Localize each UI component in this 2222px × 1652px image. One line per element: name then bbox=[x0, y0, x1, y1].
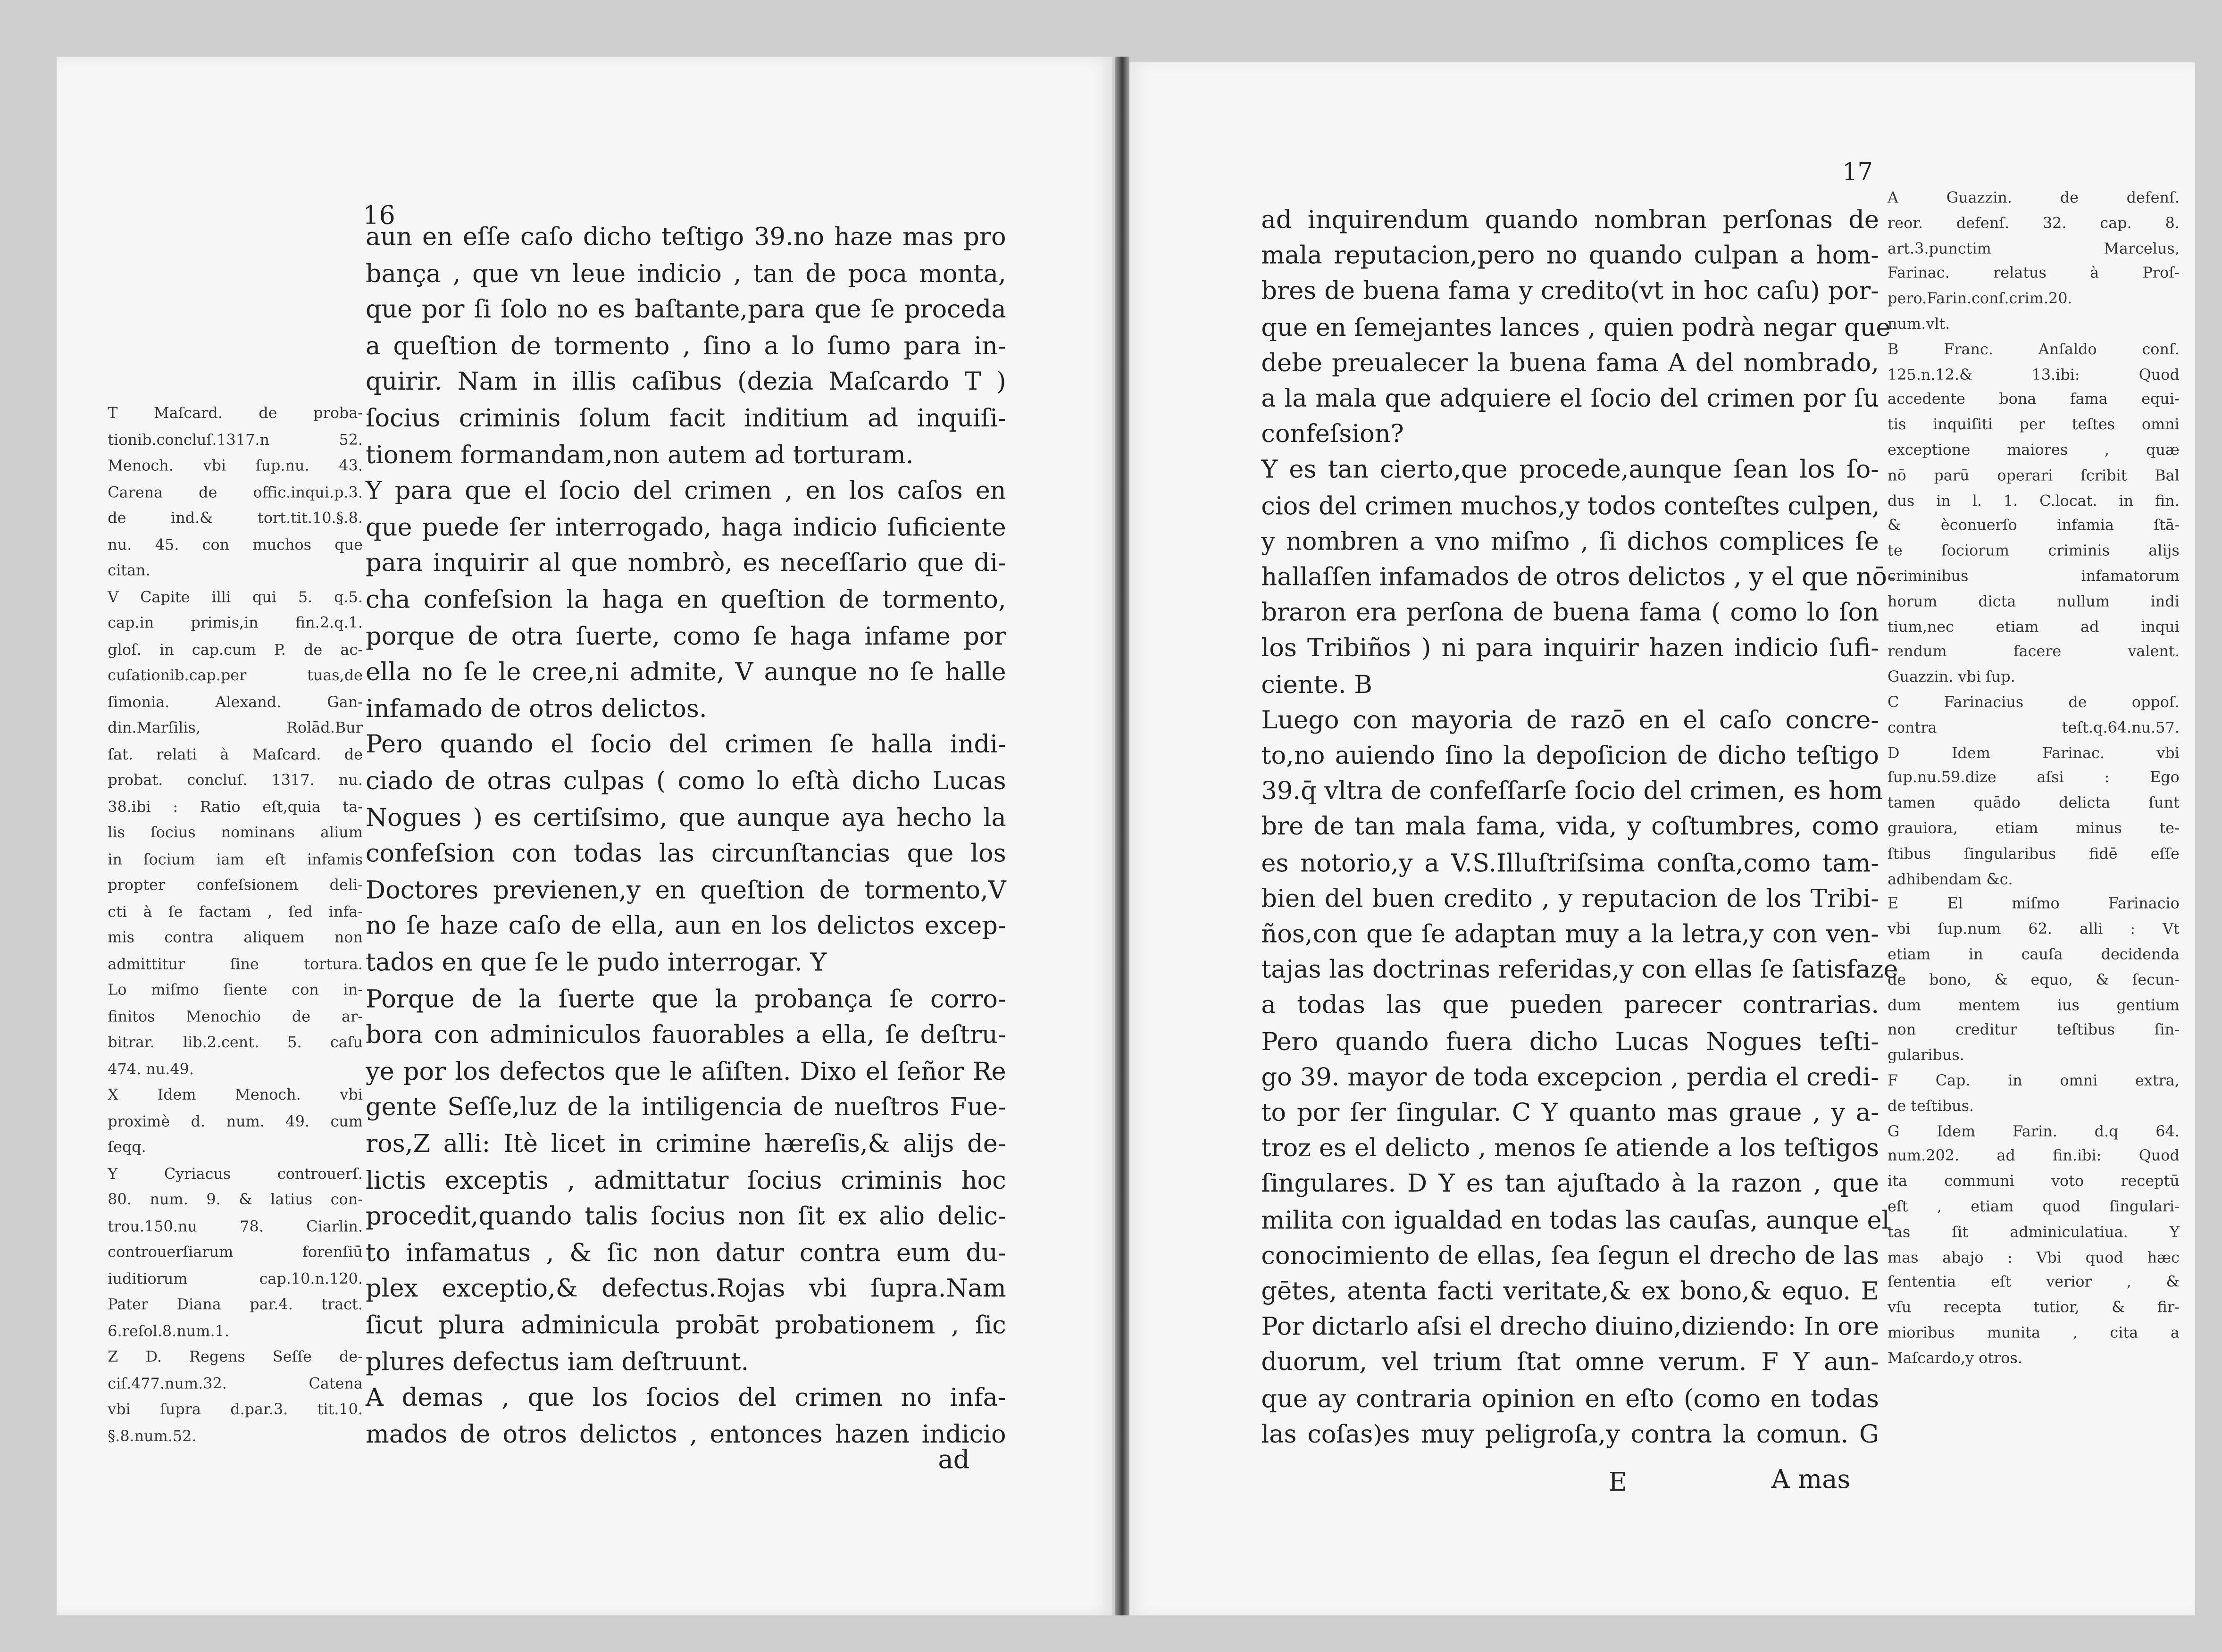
text-line: que en ſemejantes lances , quien podrà negar que bbox=[1261, 314, 1891, 342]
text-line: lictis exceptis , admittatur ſocius criminis hoc bbox=[365, 1167, 1006, 1195]
text-line: conocimiento de ellas, ſea ſegun el drecho de las bbox=[1261, 1242, 1880, 1271]
text-line: cios del crimen muchos,y todos conteſtes culpen, bbox=[1261, 492, 1880, 521]
margin-note-line: propter confeſsionem deli- bbox=[108, 877, 363, 894]
catchword-left: ad bbox=[938, 1445, 970, 1475]
margin-note-line: tas ſit adminiculatiua. Y bbox=[1888, 1224, 2180, 1241]
text-line: Pero quando el ſocio del crimen ſe halla indi- bbox=[365, 732, 1006, 760]
margin-note-line: rendum facere valent. bbox=[1888, 643, 2180, 661]
text-line: to por ſer ſingular. C Y quanto mas graue , y a- bbox=[1261, 1099, 1880, 1128]
margin-note-line: ſententia eſt verior , & bbox=[1888, 1274, 2180, 1292]
text-line: los Tribiños ) ni para inquirir hazen indicio ſufi- bbox=[1261, 635, 1880, 664]
margin-note-line: num.vlt. bbox=[1888, 316, 1950, 333]
text-line: porque de otra ſuerte, como ſe haga infame por bbox=[365, 623, 1006, 651]
margin-note-line: G Idem Farin. d.q 64. bbox=[1888, 1123, 2180, 1140]
text-line: bien del buen credito , y reputacion de los Tribi- bbox=[1261, 885, 1880, 914]
margin-note-line: D Idem Farinac. vbi bbox=[1888, 744, 2180, 762]
text-line: ſicut plura adminicula probāt probationem , ſic bbox=[365, 1312, 1006, 1341]
margin-note-line: ſup.nu.59.dize aſsi : Ego bbox=[1888, 770, 2180, 787]
margin-note-line: C Farinacius de oppoſ. bbox=[1888, 694, 2180, 711]
text-line: debe preualecer la buena fama A del nombrado, bbox=[1261, 350, 1880, 378]
text-line: ros,Z alli: Itè licet in crimine hæreſis,& alijs de- bbox=[365, 1131, 1006, 1160]
text-line: cha confeſsion la haga en queſtion de tormento, bbox=[365, 586, 1006, 615]
margin-note-line: reor. defenſ. 32. cap. 8. bbox=[1888, 215, 2180, 233]
margin-note-line: controuerſiarum forenſiū bbox=[108, 1244, 363, 1261]
text-line: to infamatus , & ſic non datur contra eum du- bbox=[365, 1239, 1006, 1268]
margin-note-line: cuſationib.cap.per tuas,de bbox=[108, 667, 363, 684]
margin-note-line: adhibendam &c. bbox=[1888, 871, 2013, 888]
margin-note-line: 80. num. 9. & latius con- bbox=[108, 1192, 363, 1209]
text-line: procedit,quando talis ſocius non ſit ex alio delic- bbox=[365, 1203, 1006, 1232]
text-line: las coſas)es muy peligroſa,y contra la comun. G bbox=[1261, 1421, 1880, 1450]
text-line: Luego con mayoria de razō en el caſo concre- bbox=[1261, 707, 1880, 735]
text-line: quirir. Nam in illis caſibus (dezia Maſcardo T ) bbox=[365, 369, 1006, 398]
margin-note-line: citan. bbox=[108, 562, 150, 580]
text-line: ciado de otras culpas ( como lo eſtà dicho Lucas bbox=[365, 768, 1006, 797]
margin-note-line: criminibus infamatorum bbox=[1888, 568, 2180, 585]
text-line: tajas las doctrinas referidas,y con ellas ſe ſatisfaze bbox=[1261, 957, 1898, 985]
text-line: bora con adminiculos fauorables a ella, ſe deſtru- bbox=[365, 1022, 1006, 1051]
text-line: 39.q̄ vltra de confeſſarſe ſocio del crimen, es hom bbox=[1261, 778, 1883, 807]
text-line: que ay contraria opinion en eſto (como en todas bbox=[1261, 1385, 1880, 1414]
margin-note-line: 474. nu.49. bbox=[108, 1060, 194, 1078]
margin-note-line: din.Marſilis, Rolād.Bur bbox=[108, 719, 363, 737]
margin-note-line: vbi ſupra d.par.3. tit.10. bbox=[108, 1401, 363, 1418]
margin-note-line: tis inquiſiti per teſtes omni bbox=[1888, 417, 2180, 434]
text-line: infamado de otros delictos. bbox=[365, 695, 707, 724]
margin-note-line: Menoch. vbi ſup.nu. 43. bbox=[108, 458, 363, 475]
signature-mark: E bbox=[1608, 1468, 1627, 1498]
margin-note-line: probat. concluſ. 1317. nu. bbox=[108, 772, 363, 790]
margin-note-line: contra teſt.q.64.nu.57. bbox=[1888, 719, 2180, 737]
margin-note-line: V Capite illi qui 5. q.5. bbox=[108, 589, 363, 606]
margin-note-line: art.3.punctim Marcelus, bbox=[1888, 240, 2180, 258]
margin-note-line: F Cap. in omni extra, bbox=[1888, 1072, 2180, 1090]
margin-note-line: vſu recepta tutior, & fir- bbox=[1888, 1300, 2180, 1317]
margin-note-line: A Guazzin. de defenſ. bbox=[1888, 190, 2180, 207]
text-line: Y para que el ſocio del crimen , en los caſos en bbox=[365, 477, 1006, 506]
text-line: plures defectus iam deſtruunt. bbox=[365, 1348, 749, 1377]
margin-note-line: Farinac. relatus à Proſ- bbox=[1888, 265, 2180, 283]
text-line: gētes, atenta facti veritate,& ex bono,& equo. E bbox=[1261, 1278, 1880, 1307]
text-line: es notorio,y a V.S.Illuſtriſsima conſta,como tam- bbox=[1261, 850, 1880, 878]
margin-note-line: te ſociorum criminis alijs bbox=[1888, 543, 2180, 560]
text-line: Y es tan cierto,que procede,aunque ſean los ſo- bbox=[1261, 457, 1880, 485]
margin-note-line: horum dicta nullum indi bbox=[1888, 593, 2180, 611]
text-line: confeſsion con todas las circunſtancias que los bbox=[365, 840, 1006, 869]
margin-note-line: E El miſmo Farinacio bbox=[1888, 896, 2180, 913]
margin-note-line: etiam in cauſa decidenda bbox=[1888, 946, 2180, 964]
margin-note-line: Pater Diana par.4. tract. bbox=[108, 1296, 363, 1314]
margin-note-line: T Maſcard. de proba- bbox=[108, 405, 363, 423]
text-line: troz es el delicto , menos ſe atiende a los teſtigos bbox=[1261, 1135, 1880, 1164]
margin-note-line: cti à ſe factam , ſed infa- bbox=[108, 903, 363, 920]
text-line: mados de otros delictos , entonces hazen indicio bbox=[365, 1421, 1006, 1450]
margin-note-line: gloſ. in cap.cum P. de ac- bbox=[108, 641, 363, 659]
margin-note-line: trou.150.nu 78. Ciarlin. bbox=[108, 1218, 363, 1235]
text-line: bres de buena fama y credito(vt in hoc caſu) por- bbox=[1261, 278, 1880, 307]
margin-note-line: gularibus. bbox=[1888, 1047, 1964, 1065]
text-line: Doctores previenen,y en queſtion de tormento,V bbox=[365, 876, 1006, 905]
text-line: ye por los defectos que le aſiſten. Dixo el ſeñor Re bbox=[365, 1058, 1006, 1087]
text-line: ella no ſe le cree,ni admite, V aunque no ſe halle bbox=[365, 659, 1006, 688]
text-line: milita con igualdad en todas las cauſas, aunque el bbox=[1261, 1207, 1890, 1235]
text-line: a todas las que pueden parecer contrarias. bbox=[1261, 992, 1880, 1021]
margin-note-line: de ind.& tort.tit.10.§.8. bbox=[108, 510, 363, 527]
text-line: a queſtion de tormento , ſino a lo ſumo para in- bbox=[365, 333, 1006, 361]
page-number-left: 16 bbox=[362, 201, 395, 231]
margin-note-line: 6.reſol.8.num.1. bbox=[108, 1323, 229, 1340]
text-line: que puede ſer interrogado, haga indicio ſuficiente bbox=[365, 514, 1006, 542]
text-line: tionem formandam,non autem ad torturam. bbox=[365, 441, 914, 470]
book-spine bbox=[1115, 57, 1129, 1615]
margin-note-line: grauiora, etiam minus te- bbox=[1888, 820, 2180, 838]
margin-note-line: nō parū operari ſcribit Bal bbox=[1888, 467, 2180, 484]
margin-note-line: & èconuerſo infamia ſtā- bbox=[1888, 517, 2180, 535]
margin-note-line: mis contra aliquem non bbox=[108, 929, 363, 947]
margin-note-line: dus in l. 1. C.locat. in fin. bbox=[1888, 492, 2180, 510]
margin-note-line: tamen quādo delicta ſunt bbox=[1888, 795, 2180, 812]
margin-note-line: ſtibus ſingularibus fidē eſſe bbox=[1888, 845, 2180, 863]
margin-note-line: exceptione maiores , quæ bbox=[1888, 442, 2180, 459]
text-line: hallaſſen infamados de otros delictos , y el que nō- bbox=[1261, 564, 1896, 592]
text-line: A demas , que los ſocios del crimen no infa- bbox=[365, 1385, 1006, 1413]
margin-note-line: eſt , etiam quod ſingulari- bbox=[1888, 1199, 2180, 1216]
margin-note-line: bitrar. lib.2.cent. 5. caſu bbox=[108, 1034, 363, 1051]
margin-note-line: X Idem Menoch. vbi bbox=[108, 1086, 363, 1104]
margin-note-line: Y Cyriacus controuerſ. bbox=[108, 1165, 363, 1183]
margin-note-line: Lo miſmo ſiente con in- bbox=[108, 982, 363, 999]
margin-note-line: Guazzin. vbi ſup. bbox=[1888, 669, 2015, 686]
text-line: bança , que vn leue indicio , tan de poca monta, bbox=[365, 260, 1006, 289]
text-line: ciente. B bbox=[1261, 671, 1372, 700]
margin-note-line: mioribus munita , cita a bbox=[1888, 1325, 2180, 1342]
margin-note-line: ſat. relati à Maſcard. de bbox=[108, 746, 363, 763]
margin-note-line: num.202. ad fin.ibi: Quod bbox=[1888, 1148, 2180, 1166]
text-line: bre de tan mala fama, vida, y coſtumbres, como bbox=[1261, 814, 1880, 843]
margin-note-line: non creditur teſtibus ſin- bbox=[1888, 1022, 2180, 1039]
text-line: ſingulares. D Y es tan ajuſtado à la razon , que bbox=[1261, 1171, 1880, 1200]
margin-note-line: ſeqq. bbox=[108, 1139, 146, 1157]
margin-note-line: 38.ibi : Ratio eſt,quia ta- bbox=[108, 798, 363, 816]
margin-note-line: §.8.num.52. bbox=[108, 1427, 197, 1445]
margin-note-line: Carena de offic.inqui.p.3. bbox=[108, 484, 363, 501]
text-line: tados en que ſe le pudo interrogar. Y bbox=[365, 949, 827, 978]
text-line: to,no auiendo ſino la depoſicion de dicho teſtigo bbox=[1261, 742, 1880, 771]
margin-note-line: de teſtibus. bbox=[1888, 1098, 1974, 1115]
catchword-right: A mas bbox=[1771, 1465, 1851, 1495]
text-line: ad inquirendum quando nombran perſonas de bbox=[1261, 207, 1880, 235]
margin-note-line: iuditiorum cap.10.n.120. bbox=[108, 1270, 363, 1287]
margin-note-line: ciſ.477.num.32. Catena bbox=[108, 1375, 363, 1393]
text-line: a la mala que adquiere el ſocio del crimen por ſu bbox=[1261, 385, 1880, 414]
text-line: que por ſi ſolo no es baſtante,para que ſe proceda bbox=[365, 296, 1006, 325]
margin-note-line: cap.in primis,in fin.2.q.1. bbox=[108, 615, 363, 632]
margin-note-line: dum mentem ius gentium bbox=[1888, 997, 2180, 1014]
text-line: Por dictarlo aſsi el drecho diuino,diziendo: In ore bbox=[1261, 1314, 1880, 1343]
margin-note-line: in ſocium iam eſt infamis bbox=[108, 851, 363, 868]
text-line: confeſsion? bbox=[1261, 421, 1404, 450]
margin-note-line: pero.Farin.conſ.crim.20. bbox=[1888, 291, 2072, 308]
margin-note-line: nu. 45. con muchos que bbox=[108, 536, 363, 553]
text-line: Porque de la ſuerte que la probança ſe corro- bbox=[365, 985, 1006, 1014]
text-line: ſocius criminis ſolum facit inditium ad inquiſi- bbox=[365, 405, 1006, 434]
margin-note-line: de bono, & equo, & ſecun- bbox=[1888, 971, 2180, 989]
margin-note-line: B Franc. Anſaldo conſ. bbox=[1888, 341, 2180, 359]
text-line: gente Seſſe,luz de la intiligencia de nueſtros Fue- bbox=[365, 1094, 1006, 1123]
page-number-right: 17 bbox=[1842, 159, 1873, 187]
text-line: y nombren a vno miſmo , ſi dichos complices ſe bbox=[1261, 528, 1880, 557]
text-line: go 39. mayor de toda excepcion , perdia el credi- bbox=[1261, 1064, 1880, 1093]
margin-note-line: tionib.concluſ.1317.n 52. bbox=[108, 431, 363, 449]
text-line: Nogues ) es certiſsimo, que aunque aya hecho la bbox=[365, 804, 1006, 833]
text-line: no ſe haze caſo de ella, aun en los delictos excep- bbox=[365, 913, 1006, 942]
text-line: plex exceptio,& defectus.Rojas vbi ſupra.Nam bbox=[365, 1276, 1006, 1304]
text-line: para inquirir al que nombrò, es neceſſario que di- bbox=[365, 550, 1006, 579]
text-line: ños,con que ſe adaptan muy a la letra,y con ven- bbox=[1261, 921, 1880, 950]
text-line: duorum, vel trium ſtat omne verum. F Y aun- bbox=[1261, 1349, 1880, 1378]
margin-note-line: admittitur ſine tortura. bbox=[108, 956, 363, 973]
margin-note-line: finitos Menochio de ar- bbox=[108, 1008, 363, 1026]
margin-note-line: 125.n.12.& 13.ibi: Quod bbox=[1888, 366, 2180, 384]
margin-note-line: Z D. Regens Seſſe de- bbox=[108, 1349, 363, 1366]
margin-note-line: proximè d. num. 49. cum bbox=[108, 1113, 363, 1130]
margin-note-line: ſimonia. Alexand. Gan- bbox=[108, 693, 363, 711]
margin-note-line: mas abajo : Vbi quod hæc bbox=[1888, 1249, 2180, 1267]
text-line: aun en eſſe caſo dicho teſtigo 39.no haze mas pro bbox=[365, 224, 1006, 252]
text-line: mala reputacion,pero no quando culpan a hom- bbox=[1261, 242, 1880, 271]
margin-note-line: accedente bona fama equi- bbox=[1888, 392, 2180, 409]
margin-note-line: ita communi voto receptū bbox=[1888, 1173, 2180, 1191]
margin-note-line: vbi ſup.num 62. alli : Vt bbox=[1888, 921, 2180, 939]
margin-note-line: Maſcardo,y otros. bbox=[1888, 1350, 2022, 1368]
margin-note-line: tium,nec etiam ad inqui bbox=[1888, 618, 2180, 636]
text-line: Pero quando fuera dicho Lucas Nogues teſti- bbox=[1261, 1028, 1880, 1057]
margin-note-line: lis ſocius nominans alium bbox=[108, 825, 363, 842]
text-line: braron era perſona de buena fama ( como lo ſon bbox=[1261, 600, 1880, 628]
